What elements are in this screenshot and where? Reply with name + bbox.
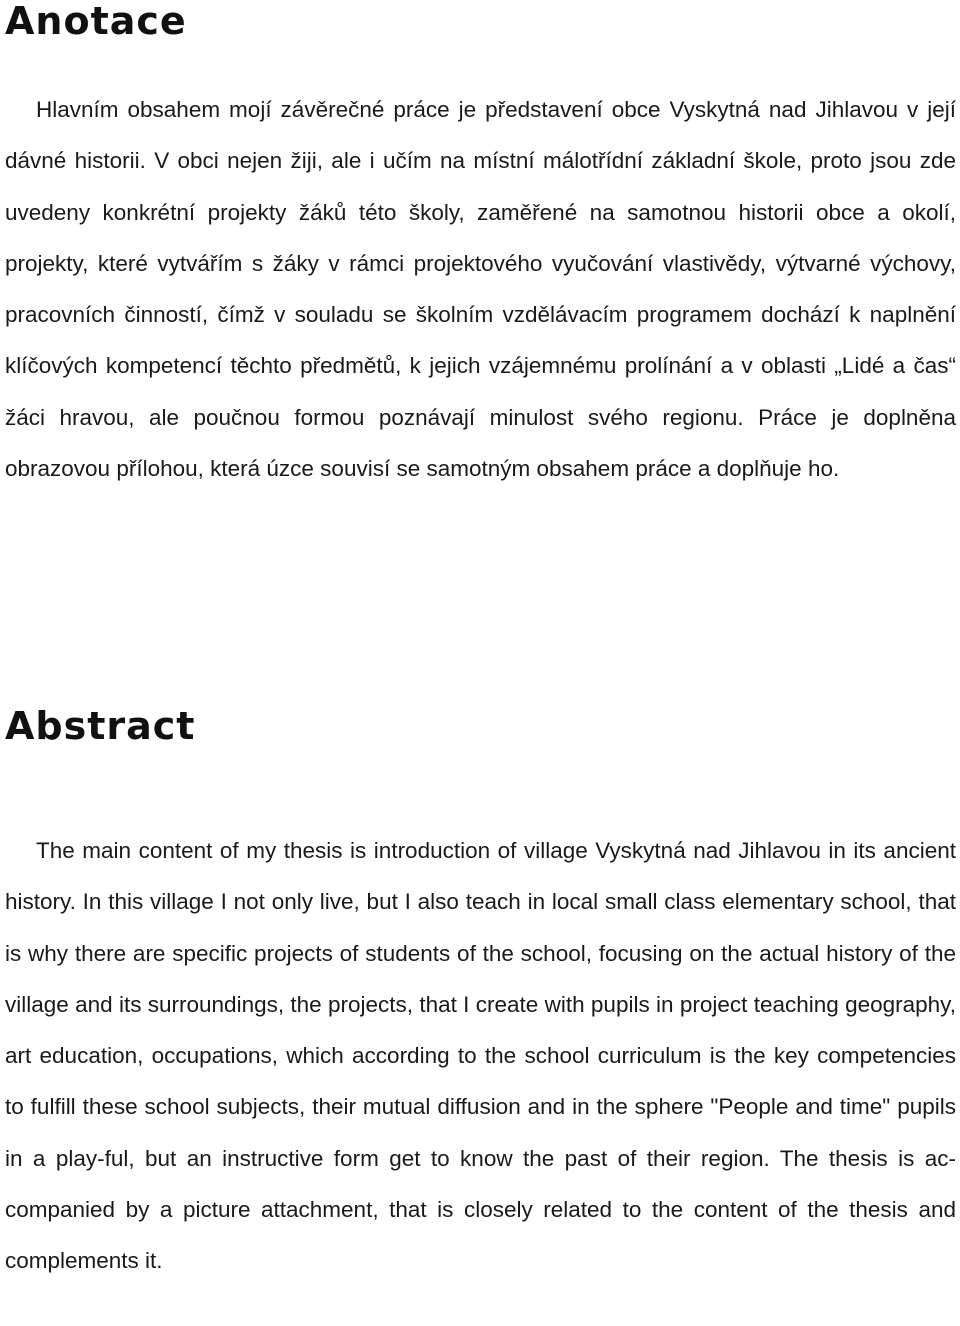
heading-anotace: Anotace xyxy=(5,0,187,43)
paragraph-abstract: The main content of my thesis is introduction of village Vyskytná nad Jihlavou in its ancient history. In this village I not only live, but I also teach in local small class elementary school, that is why there are specific projects of students of the school, focusing on the actual history of the village and its surroundings, the projects, that I create with pupils in project teaching geography, art education, occupations, which according to the school curriculum is the key competencies to fulfill these school subjects, their mutual diffusion and in the sphere "People and time" pupils in a play-ful, but an instructive form get to know the past of their region. The thesis is ac-companied by a picture attachment, that is closely related to the content of the thesis and complements it. xyxy=(5,838,956,1274)
paragraph-anotace: Hlavním obsahem mojí závěrečné práce je představení obce Vyskytná nad Jihlavou v její dávné historii. V obci nejen žiji, ale i učím na místní málotřídní základní škole, proto jsou zde uvedeny konkrétní projekty žáků této školy, zaměřené na samotnou historii obce a okolí, projekty, které vytvářím s žáky v rámci projektového vyučování vlastivědy, výtvarné výchovy, pracovních činností, čímž v souladu se školním vzdělávacím programem dochází k naplnění klíčových kompetencí těchto předmětů, k jejich vzájemnému prolínání a v oblasti „Lidé a čas“ žáci hravou, ale poučnou formou poznávají minulost svého regionu. Práce je doplněna obrazovou přílohou, která úzce souvisí se samotným obsahem práce a doplňuje ho. xyxy=(5,97,956,482)
heading-abstract: Abstract xyxy=(5,704,196,748)
